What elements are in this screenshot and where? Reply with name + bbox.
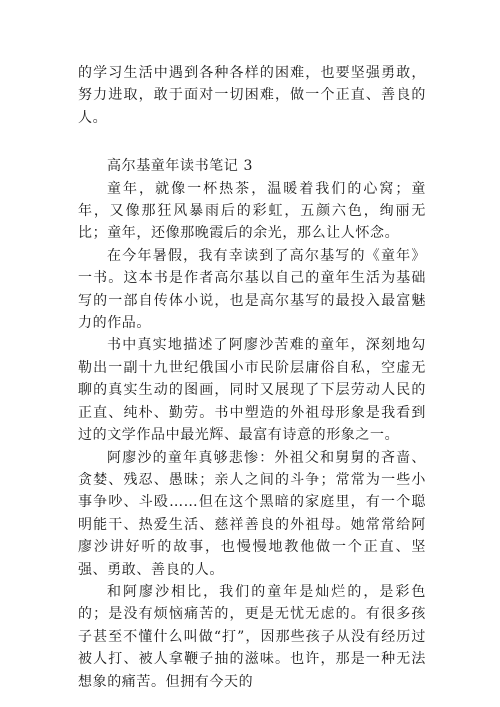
paragraph: 阿廖沙的童年真够悲惨：外祖父和舅舅的吝啬、贪婪、残忍、愚昧；亲人之间的斗争；常常为一些小事争吵、斗殴……但在这个黑暗的家庭里，有一个聪明能干、热爱生活、慈祥善良的外祖母。她常常给阿廖沙讲好听的故事，也慢慢地教他做一个正直、坚强、勇敢、善良的人。 xyxy=(78,449,426,578)
document-body xyxy=(78,62,426,693)
paragraph: 童年，就像一杯热茶，温暖着我们的心窝；童年，又像那狂风暴雨后的彩虹，五颜六色，绚丽无比；童年，还像那晚霞后的余光，那么让人怀念。 xyxy=(78,180,426,242)
paragraph: 在今年暑假，我有幸读到了高尔基写的《童年》一书。这本书是作者高尔基以自己的童年生活为基础写的一部自传体小说，也是高尔基写的最投入最富魅力的作品。 xyxy=(78,247,426,332)
section-spacer xyxy=(78,129,426,155)
paragraph: 书中真实地描述了阿廖沙苦难的童年，深刻地勾勒出一副十九世纪俄国小市民阶层庸俗自私，空虚无聊的真实生动的图画，同时又展现了下层劳动人民的正直、纯朴、勤劳。书中塑造的外祖母形象是我看到过的文学作品中最光辉、最富有诗意的形象之一。 xyxy=(78,337,426,444)
intro-paragraph: 的学习生活中遇到各种各样的困难，也要坚强勇敢，努力进取，敢于面对一切困难，做一个正直、善良的人。 xyxy=(78,65,426,126)
section-title: 高尔基童年读书笔记 3 xyxy=(107,158,253,175)
paragraph: 和阿廖沙相比，我们的童年是灿烂的，是彩色的；是没有烦恼痛苦的，更是无忧无虑的。有很多孩子甚至不懂什么叫做“打”，因那些孩子从没有经历过被人打、被人拿鞭子抽的滋味。也许，那是一种无法想象的痛苦。但拥有今天的 xyxy=(78,583,426,690)
